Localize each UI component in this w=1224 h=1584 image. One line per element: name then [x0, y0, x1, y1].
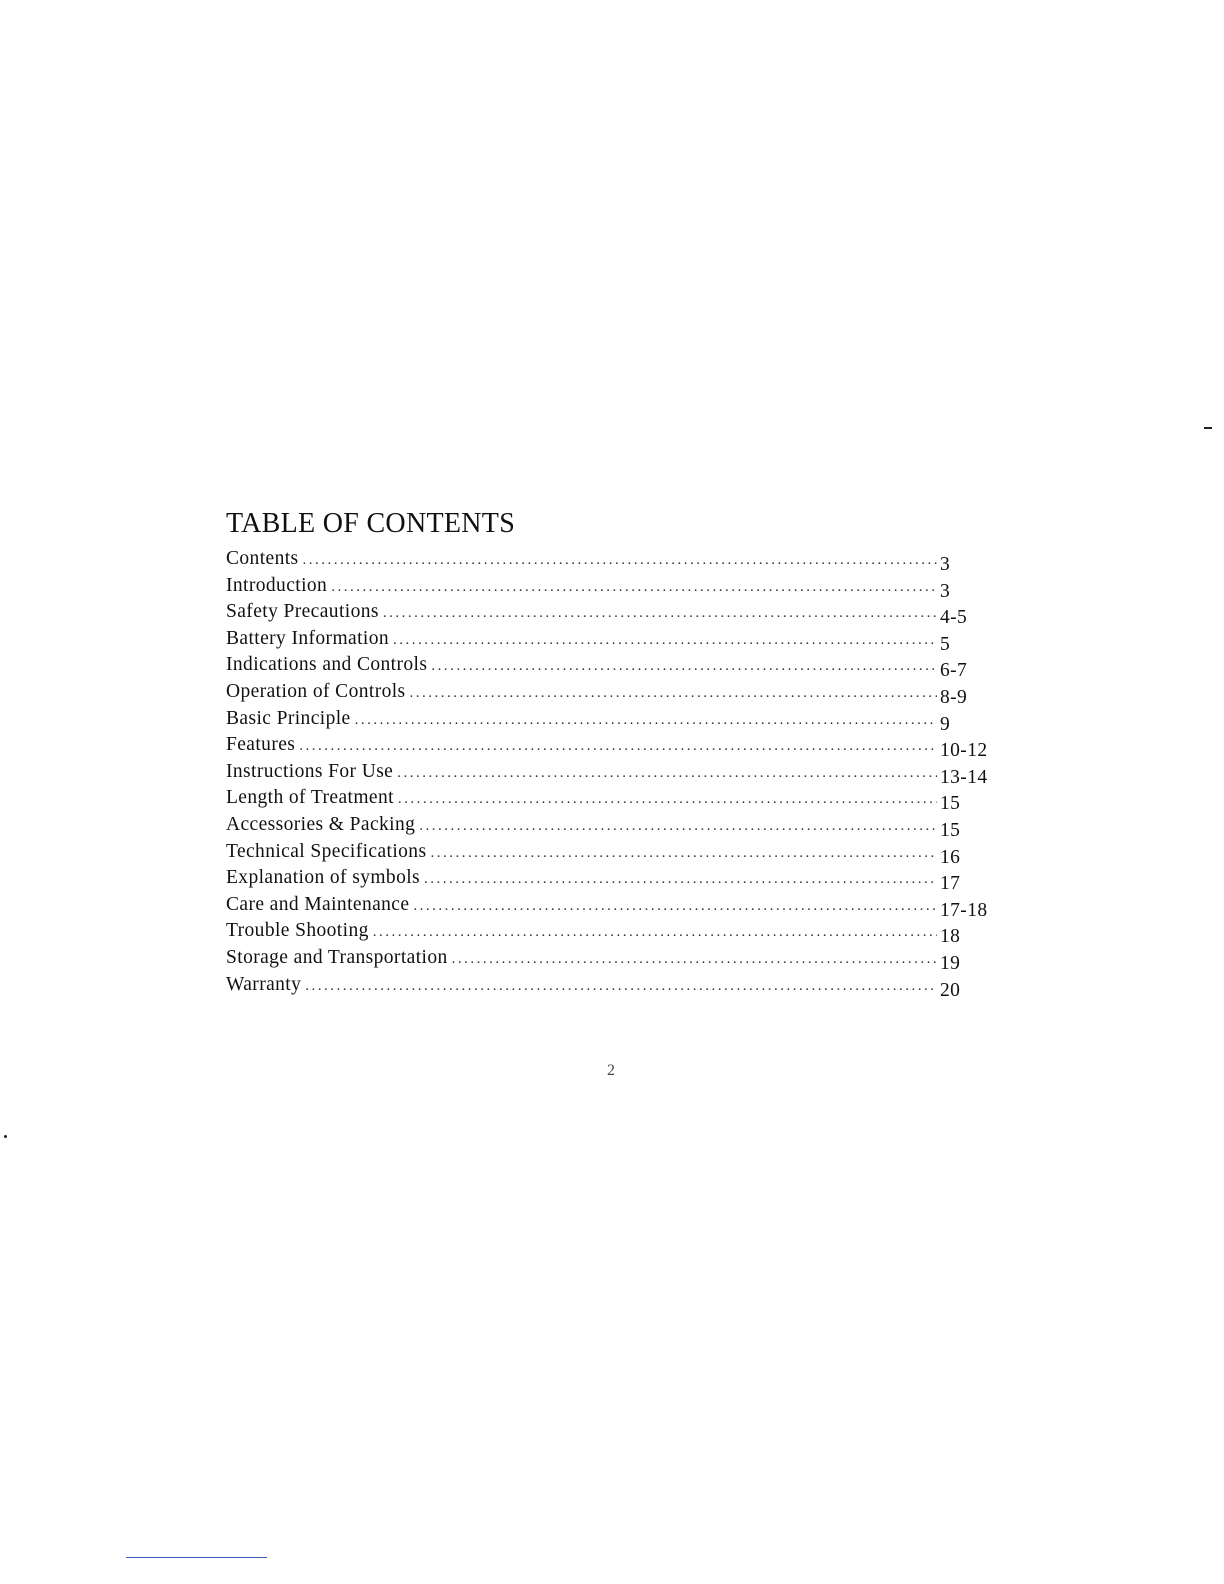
- footnote-rule: [126, 1557, 267, 1558]
- toc-entry-label: Operation of Controls: [226, 680, 406, 702]
- toc-entry-page: 5: [940, 633, 951, 655]
- toc-entry-features[interactable]: [226, 732, 1006, 762]
- toc-entry-battery-information[interactable]: [226, 626, 1006, 653]
- scan-mark-dot: [4, 1135, 7, 1138]
- toc-entry-label: Introduction: [226, 574, 328, 596]
- toc-entry-introduction[interactable]: [226, 573, 1006, 600]
- toc-entry-page: 3: [940, 554, 951, 575]
- toc-entry-page: 19: [940, 952, 961, 974]
- toc-entry-operation-of-controls[interactable]: [226, 679, 1006, 706]
- toc-entry-page: 17-18: [940, 899, 988, 921]
- dot-leader: [413, 893, 937, 920]
- toc-entry-warranty[interactable]: [226, 972, 1006, 999]
- dot-leader: [393, 627, 937, 654]
- toc-entry-page: 3: [940, 580, 951, 602]
- toc-entry-technical-specifications[interactable]: [226, 839, 1006, 866]
- toc-entry-trouble-shooting[interactable]: [226, 918, 1006, 948]
- toc-entry-label: Basic Principle: [226, 707, 351, 729]
- toc-entry-label: Trouble Shooting: [226, 920, 369, 942]
- toc-entry-page: 18: [940, 926, 961, 948]
- toc-entry-safety-precautions[interactable]: [226, 599, 1006, 629]
- dot-leader: [431, 653, 937, 680]
- toc-entry-page: 13-14: [940, 766, 988, 788]
- toc-entry-storage-and-transportation[interactable]: [226, 945, 1006, 972]
- toc-entry-page: 17: [940, 873, 961, 895]
- toc-entry-label: Length of Treatment: [226, 787, 394, 809]
- toc-entry-label: Instructions For Use: [226, 760, 394, 782]
- toc-entry-label: Battery Information: [226, 627, 390, 649]
- toc-entry-length-of-treatment[interactable]: [226, 785, 1006, 815]
- toc-entry-label: Technical Specifications: [226, 840, 427, 862]
- dot-leader: [430, 840, 937, 867]
- dot-leader: [373, 919, 937, 946]
- toc-entry-page: 9: [940, 713, 951, 735]
- toc-entry-page: 16: [940, 846, 961, 868]
- dot-leader: [303, 547, 937, 574]
- toc-entry-instructions-for-use[interactable]: [226, 759, 1006, 786]
- dot-leader: [383, 600, 937, 627]
- toc-entry-label: Care and Maintenance: [226, 893, 410, 915]
- toc-entry-page: 8-9: [940, 686, 968, 708]
- toc-entry-label: Storage and Transportation: [226, 946, 448, 968]
- toc-entry-care-and-maintenance[interactable]: [226, 892, 1006, 919]
- toc-entry-page: 10-12: [940, 740, 988, 762]
- dot-leader: [331, 574, 937, 601]
- toc-entry-page: 15: [940, 819, 961, 841]
- dot-leader: [397, 760, 937, 787]
- toc-entry-indications-and-controls[interactable]: [226, 652, 1006, 682]
- table-of-contents: [226, 507, 1006, 1001]
- dot-leader: [305, 973, 937, 1000]
- toc-entry-contents[interactable]: [226, 546, 1006, 573]
- toc-entry-page: 15: [940, 793, 961, 815]
- toc-entry-page: 20: [940, 979, 961, 1001]
- toc-entry-label: Explanation of symbols: [226, 867, 421, 889]
- toc-entry-label: Contents: [226, 548, 299, 569]
- toc-entry-page: 4-5: [940, 607, 968, 629]
- toc-entry-page: 6-7: [940, 660, 968, 682]
- toc-entry-label: Warranty: [226, 973, 302, 995]
- toc-entry-label: Safety Precautions: [226, 601, 379, 623]
- toc-entry-basic-principle[interactable]: [226, 706, 1006, 733]
- toc-entry-label: Features: [226, 734, 296, 756]
- toc-entry-explanation-of-symbols[interactable]: [226, 865, 1006, 895]
- page-number: 2: [607, 1062, 615, 1079]
- dot-leader: [355, 707, 937, 734]
- dot-leader: [410, 680, 937, 707]
- toc-entry-label: Indications and Controls: [226, 654, 428, 676]
- dot-leader: [424, 866, 937, 893]
- toc-entry-label: Accessories & Packing: [226, 813, 416, 835]
- page-title: TABLE OF CONTENTS: [226, 508, 516, 539]
- scan-mark-dash: [1204, 427, 1212, 429]
- toc-entry-accessories-and-packing[interactable]: [226, 812, 1006, 839]
- dot-leader: [452, 946, 937, 973]
- dot-leader: [398, 786, 937, 813]
- dot-leader: [299, 733, 937, 760]
- toc-list: [226, 546, 1006, 1001]
- dot-leader: [419, 813, 937, 840]
